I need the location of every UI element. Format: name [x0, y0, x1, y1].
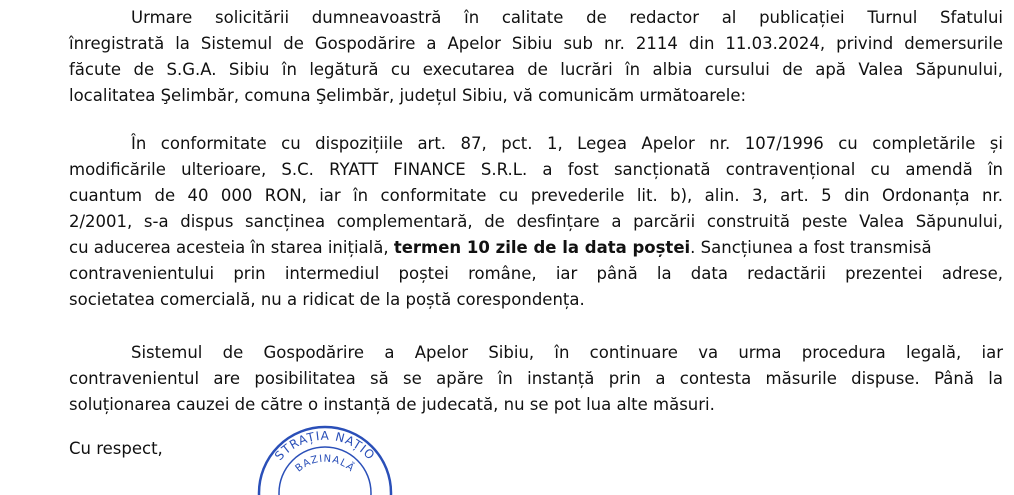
paragraph-line: înregistrată la Sistemul de Gospodărire a Apelor Sibiu sub nr. 2114 din 11.03.2024, privind demersurile: [69, 34, 1003, 53]
stamp-inner-text: BAZINALĂ: [293, 453, 357, 475]
paragraph-line: În conformitate cu dispozițiile art. 87, pct. 1, Legea Apelor nr. 107/1996 cu completările și: [131, 134, 1003, 153]
paragraph-line: societatea comercială, nu a ridicat de la poștă corespondența.: [69, 290, 585, 309]
line-text: . Sancțiunea a fost transmisă: [690, 238, 932, 257]
paragraph-line: soluționarea cauzei de către o instanță de judecată, nu se pot lua alte măsuri.: [69, 395, 715, 414]
paragraph-line: cuantum de 40 000 RON, iar în conformitate cu prevederile lit. b), alin. 3, art. 5 din Ordonanța nr.: [69, 186, 1003, 205]
paragraph-line: Urmare solicitării dumneavoastră în calitate de redactor al publicației Turnul Sfatului: [131, 8, 1003, 27]
closing-salutation: Cu respect,: [69, 439, 163, 458]
paragraph-line: Sistemul de Gospodărire a Apelor Sibiu, în continuare va urma procedura legală, iar: [131, 343, 1003, 362]
deadline-bold-text: termen 10 zile de la data poștei: [393, 238, 691, 257]
paragraph-line: făcute de S.G.A. Sibiu în legătură cu executarea de lucrări în albia cursului de apă Valea Săpunului,: [69, 60, 1003, 79]
paragraph-line: 2/2001, s-a dispus sancținea complementară, de desfințare a parcării construită peste Valea Săpunului,: [69, 212, 1003, 231]
paragraph-request-reference: [69, 5, 1003, 109]
line-text: cu aducerea acesteia în starea inițială,: [69, 238, 394, 257]
paragraph-sanction-details: [69, 131, 1003, 313]
paragraph-line: localitatea Şelimbăr, comuna Şelimbăr, județul Sibiu, vă comunicăm următoarele:: [69, 86, 747, 105]
stamp-outer-text: STRAȚIA NAȚIO: [271, 428, 378, 464]
paragraph-next-steps: [69, 340, 1003, 418]
official-stamp: [250, 425, 400, 495]
paragraph-line: modificările ulterioare, S.C. RYATT FINANCE S.R.L. a fost sancționată contravențional cu amendă în: [69, 160, 1003, 179]
paragraph-line: contravenientul are posibilitatea să se apăre în instanță prin a contesta măsurile dispuse. Până la: [69, 369, 1003, 388]
paragraph-line: contravenientului prin intermediul poștei române, iar până la data redactării prezentei adrese,: [69, 264, 1003, 283]
paragraph-line-with-deadline: [69, 235, 1003, 261]
